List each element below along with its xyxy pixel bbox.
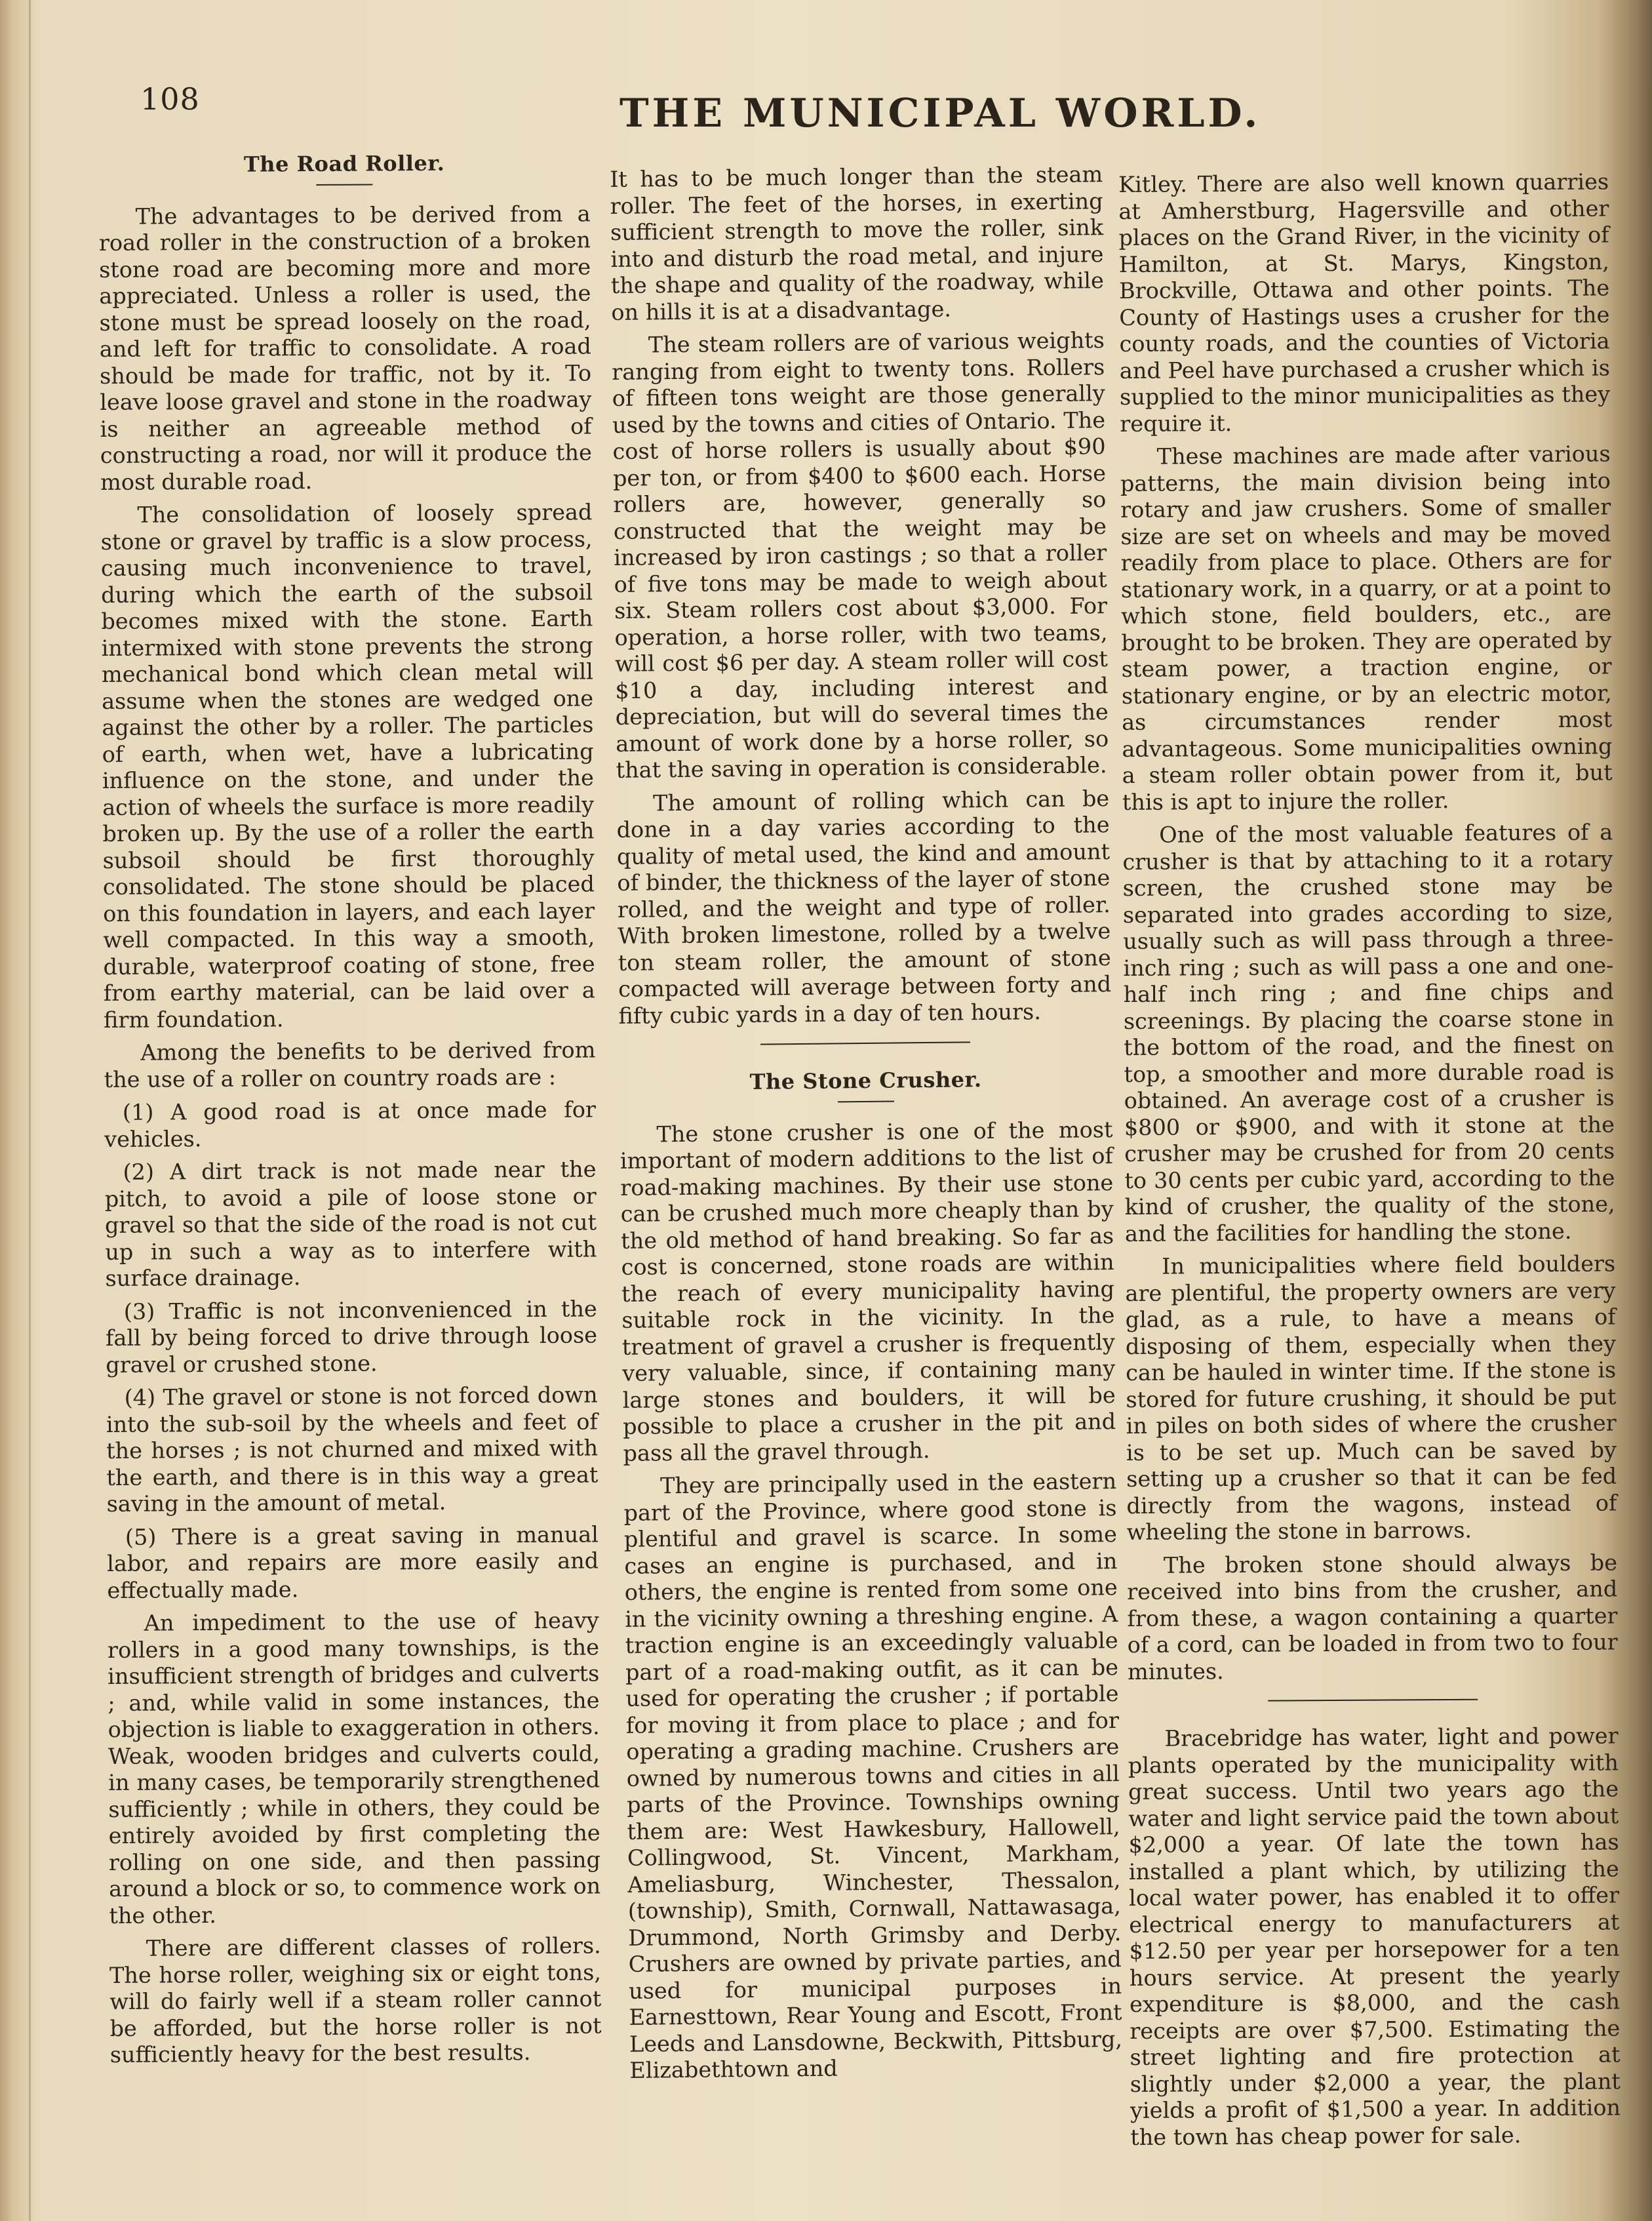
road-roller-paragraph-8: The amount of rolling which can be done in a day varies according to the quality of metal used, the kind and amount of binder, the thickness of the layer of stone rolled, and the weight and type of roller. With broken limestone, rolled by a twelve ton steam roller, the amount of stone compacted will average between forty and fifty cubic yards in a day of ten hours. — [616, 785, 1112, 1029]
masthead-title: THE MUNICIPAL WORLD. — [620, 90, 1261, 136]
stone-crusher-paragraph-6: In municipalities where field boulders are plentiful, the property owners are very glad, as a rule, to have a means of disposing of them, especially when they can be hauled in winter time. If the stone is stored for future crushing, it should be put in piles on both sides of where the crusher is to be set up. Much can be saved by setting up a crusher so that it can be fed directly from the wagons, instead of wheeling the stone in barrows. — [1125, 1251, 1617, 1545]
column-3 — [1118, 169, 1621, 2157]
article-title-road-roller: The Road Roller. — [243, 150, 445, 177]
stone-crusher-paragraph-3: Kitley. There are also well known quarries at Amherstburg, Hagersville and other places on the Grand River, in the vicinity of Hamilton, at St. Marys, Kingston, Brockville, Ottawa and other points. The County of Hastings uses a crusher for the county roads, and the counties of Victoria and Peel have purchased a crusher which is supplied to the minor municipalities as they require it. — [1118, 169, 1611, 437]
page-number: 108 — [140, 81, 200, 117]
benefit-item-2: (2) A dirt track is not made near the pitch, to avoid a pile of loose stone or gravel so that the side of the road is not cut up in such a way as to interfere with surface drainage. — [104, 1156, 597, 1291]
road-roller-paragraph-7: The steam rollers are of various weights ranging from eight to twenty tons. Rollers of fifteen tons weight are those generally used by the towns and cities of Ontario. The cost of horse rollers is usually about $90 per ton, or from $400 to $600 each. Horse rollers are, however, generally so constructed that the weight may be increased by iron castings ; so that a roller of five tons may be made to weigh about six. Steam rollers cost about $3,000. For operation, a horse roller, with two teams, will cost $6 per day. A steam roller will cost $10 a day, including interest and depreciation, but will do several times the amount of work done by a horse roller, so that the saving in operation is considerable. — [612, 327, 1109, 783]
page-binding-edge — [29, 0, 31, 2221]
road-roller-paragraph-3: Among the benefits to be derived from the use of a roller on country roads are : — [104, 1037, 596, 1092]
stone-crusher-paragraph-4: These machines are made after various patterns, the main division being into rotary and jaw crushers. Some of smaller size are set on wheels and may be moved readily from place to place. Others are for stationary work, in a quarry, or at a point to which stone, field boulders, etc., are brought to be broken. They are operated by steam power, a traction engine, or stationary engine, or by an electric motor, as circumstances render most advantageous. Some municipalities owning a steam roller obtain power from it, but this is apt to injure the roller. — [1120, 441, 1613, 815]
article-title-stone-crusher: The Stone Crusher. — [749, 1067, 982, 1094]
stone-crusher-paragraph-1: The stone crusher is one of the most important of modern additions to the list of road-making machines. By their use stone can be crushed much more cheaply than by the old method of hand breaking. So far as cost is concerned, stone roads are within the reach of every municipality having suitable rock in the vicinity. In the treatment of gravel a crusher is frequently very valuable, since, if containing many large stones and boulders, it will be possible to place a crusher in the pit and pass all the gravel through. — [620, 1116, 1116, 1466]
stone-crusher-paragraph-2: They are principally used in the eastern part of the Province, where good stone is plentiful and gravel is scarce. In some cases an engine is purchased, and in others, the engine is rented from some one in the vicinity owning a threshing engine. A traction engine is an exceedingly valuable part of a road-making outfit, as it can be used for operating the crusher ; if portable for moving it from place to place ; and for operating a grading machine. Crushers are owned by numerous towns and cities in all parts of the Province. Townships owning them are: West Hawkesbury, Hallowell, Collingwood, St. Vincent, Markham, Ameliasburg, Winchester, Thessalon, (township), Smith, Cornwall, Nattawasaga, Drummond, North Grimsby and Derby. Crushers are owned by private parties, and used for municipal purposes in Earnesttown, Rear Young and Escott, Front Leeds and Lansdowne, Beckwith, Pittsburg, Elizabethtown and — [623, 1468, 1123, 2083]
road-roller-paragraph-1: The advantages to be derived from a road roller in the construction of a broken stone road are becoming more and more appreciated. Unless a roller is used, the stone must be spread loosely on the road, and left for traffic to consolidate. A road should be made for traffic, not by it. To leave loose gravel and stone in the roadway is neither an agreeable method of constructing a road, nor will it produce the most durable road. — [98, 200, 592, 495]
title-rule — [838, 1100, 894, 1102]
benefit-item-5: (5) There is a great saving in manual labor, and repairs are more easily and effectually made. — [107, 1521, 599, 1603]
stone-crusher-paragraph-7: The broken stone should always be received into bins from the crusher, and from these, a wagon containing a quarter of a cord, can be loaded in from two to four minutes. — [1127, 1549, 1618, 1685]
road-roller-paragraph-2: The consolidation of loosely spread stone or gravel by traffic is a slow process, causing much inconvenience to travel, during which the earth of the subsoil becomes mixed with the stone. Earth intermixed with stone prevents the strong mechanical bond which clean metal will assume when the stones are wedged one against the other by a roller. The particles of earth, when wet, have a lubricating influence on the stone, and under the action of wheels the surface is more readily broken up. By the use of a roller the earth subsoil should be first thoroughly consolidated. The stone should be placed on this foundation in layers, and each layer well compacted. In this way a smooth, durable, waterproof coating of stone, free from earthy material, can be laid over a firm foundation. — [100, 499, 595, 1033]
benefit-item-3: (3) Traffic is not inconvenienced in the fall by being forced to drive through loose gravel or crushed stone. — [105, 1295, 598, 1378]
bracebridge-paragraph: Bracebridge has water, light and power plants operated by the municipality with great success. Until two years ago the water and light service paid the town about $2,000 a year. Of late the town has installed a plant which, by utilizing the local water power, has enabled it to offer electrical energy to manufacturers at $12.50 per year per horsepower for a ten hours service. At present the yearly expenditure is $8,000, and the cash receipts are over $7,500. Estimating the street lighting and fire protection at slightly under $2,000 a year, the plant yields a profit of $1,500 a year. In addition the town has cheap power for sale. — [1128, 1723, 1621, 2150]
section-divider — [760, 1041, 970, 1045]
title-rule — [316, 184, 372, 186]
road-roller-paragraph-6: It has to be much longer than the steam roller. The feet of the horses, in exerting sufficient strength to move the roller, sink into and disturb the road metal, and injure the shape and quality of the roadway, while on hills it is at a disadvantage. — [610, 161, 1105, 325]
column-1 — [98, 146, 602, 2075]
road-roller-paragraph-4: An impediment to the use of heavy rollers in a good many townships, is the insufficient strength of bridges and culverts ; and, while valid in some instances, the objection is liable to exaggeration in others. Weak, wooden bridges and culverts could, in many cases, be temporarily strengthened sufficiently ; while in others, they could be entirely avoided by first completing the rolling on one side, and then passing around a block or so, to commence work on the other. — [107, 1607, 601, 1929]
benefit-item-1: (1) A good road is at once made for vehicles. — [104, 1096, 597, 1152]
column-2 — [610, 161, 1123, 2091]
section-divider — [1268, 1699, 1478, 1702]
benefit-item-4: (4) The gravel or stone is not forced down into the sub-soil by the wheels and feet of the horses ; is not churned and mixed with the earth, and there is in this way a great saving in the amount of metal. — [106, 1382, 599, 1517]
stone-crusher-paragraph-5: One of the most valuable features of a crusher is that by attaching to it a rotary screen, the crushed stone may be separated into grades according to size, usually such as will pass through a three-inch ring ; such as will pass a one and one-half inch ring ; and fine chips and screenings. By placing the coarse stone in the bottom of the road, and the finest on top, a smoother and more durable road is obtained. An average cost of a crusher is $800 or $900, and with it stone at the crusher may be crushed for from 20 cents to 30 cents per cubic yard, according to the kind of crusher, the quality of the stone, and the facilities for handling the stone. — [1122, 819, 1615, 1247]
road-roller-paragraph-5: There are different classes of rollers. The horse roller, weighing six or eight tons, will do fairly well if a steam roller cannot be afforded, but the horse roller is not sufficiently heavy for the best results. — [109, 1932, 602, 2068]
